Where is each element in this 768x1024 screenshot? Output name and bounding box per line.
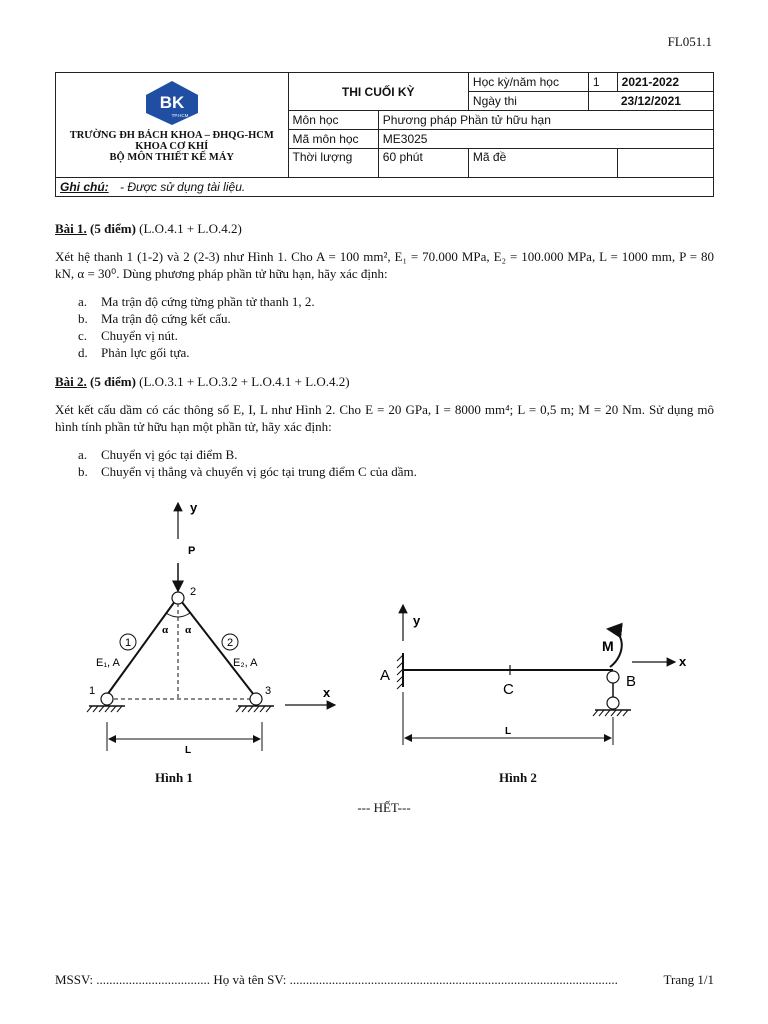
point-c-label: C xyxy=(503,681,514,698)
list-item: a. Ma trận độ cứng từng phần tử thanh 1, 2. xyxy=(78,294,315,309)
course-code-value: ME3025 xyxy=(378,130,713,149)
footer xyxy=(55,972,714,988)
dim-l-label: L xyxy=(504,726,512,737)
q1-heading xyxy=(55,221,242,237)
dim-l-label: L xyxy=(184,745,192,756)
end-marker: --- HẾT--- xyxy=(357,800,411,815)
date-label: Ngày thi xyxy=(468,92,588,111)
point-b-label: B xyxy=(626,673,637,690)
list-item: c. Chuyển vị nút. xyxy=(78,328,178,343)
x-axis-label: x xyxy=(679,654,687,669)
year-value: 2021-2022 xyxy=(617,73,713,92)
semester-label: Học kỳ/năm học xyxy=(468,73,588,92)
q2-lo: (L.O.3.1 + L.O.3.2 + L.O.4.1 + L.O.4.2) xyxy=(139,374,350,389)
ground-3-hatch xyxy=(236,706,271,712)
school-name: TRƯỜNG ĐH BÁCH KHOA – ĐHQG-HCM xyxy=(69,130,274,141)
node-3-pin xyxy=(250,693,262,705)
note-label: Ghi chú: xyxy=(60,180,109,194)
course-code-label: Mã môn học xyxy=(288,130,378,149)
version-label: Mã đề xyxy=(468,149,617,178)
bk-logo xyxy=(142,79,202,127)
subject-label: Môn học xyxy=(288,111,378,130)
footer-page: Trang 1/1 xyxy=(663,972,714,987)
note-value: - Được sử dụng tài liệu. xyxy=(120,180,246,194)
list-item: b. Chuyển vị thẳng và chuyển vị góc tại trung điểm C của dầm. xyxy=(78,464,417,479)
alpha-1: α xyxy=(162,624,169,636)
exam-header-table xyxy=(55,72,714,197)
school-cell xyxy=(56,73,289,178)
node-2-pin xyxy=(172,592,184,604)
subject-value: Phương pháp Phần tử hữu hạn xyxy=(378,111,713,130)
figure-1-truss xyxy=(80,495,370,765)
q1-text: Xét hệ thanh 1 (1-2) và 2 (2-3) như Hình 1. Cho A = 100 mm², E₁ = 70.000 MPa, E₂ = 100.000 MPa, L = 1000 mm, P = 80 kN, α = 30⁰. Dùng phương pháp phần tử hữu hạn, hãy xác định: xyxy=(55,249,714,281)
element-2-label: 2 xyxy=(226,637,234,649)
roller-bottom-pin xyxy=(607,697,619,709)
ground-b-hatch xyxy=(593,710,628,716)
faculty-name: KHOA CƠ KHÍ xyxy=(135,141,209,152)
list-item: b. Ma trận độ cứng kết cấu. xyxy=(78,311,231,326)
footer-name: Họ và tên SV: ..................................................................................................... xyxy=(213,972,618,987)
x-axis-label: x xyxy=(323,685,331,700)
ground-1-hatch xyxy=(87,706,122,712)
list-item: a. Chuyển vị góc tại điểm B. xyxy=(78,447,238,462)
form-code: FL051.1 xyxy=(667,34,712,49)
logo-sub: TP.HCM xyxy=(171,113,189,118)
y-axis-label: y xyxy=(413,613,421,628)
q1-points: (5 điểm) xyxy=(90,221,136,236)
load-p-label: P xyxy=(188,545,196,557)
alpha-2: α xyxy=(185,624,192,636)
node-3-label: 3 xyxy=(265,685,272,697)
logo-text: BK xyxy=(159,93,185,112)
e1-a-label: E₁, A xyxy=(96,657,120,669)
node-1-label: 1 xyxy=(89,685,96,697)
exam-title: THI CUỐI KỲ xyxy=(288,73,468,111)
q2-text: Xét kết cấu dầm có các thông số E, I, L như Hình 2. Cho E = 20 GPa, I = 8000 mm⁴; L = 0,5 m; M = 20 Nm. Sử dụng mô hình tính phần tử hữu hạn một phần tử, hãy xác định: xyxy=(55,402,714,434)
q2-list xyxy=(78,446,417,480)
q1-title: Bài 1. xyxy=(55,221,87,236)
figure-2-caption: Hình 2 xyxy=(499,770,537,785)
bar-1 xyxy=(107,597,178,695)
bar-2 xyxy=(178,597,254,695)
point-a-label: A xyxy=(380,667,391,684)
q2-title: Bài 2. xyxy=(55,374,87,389)
element-1-label: 1 xyxy=(124,637,132,649)
node-2-label: 2 xyxy=(190,586,197,598)
footer-mssv: MSSV: ................................... xyxy=(55,972,211,987)
version-value xyxy=(617,149,713,178)
figure-1-caption: Hình 1 xyxy=(155,770,193,785)
duration-value: 60 phút xyxy=(378,149,468,178)
q1-lo: (L.O.4.1 + L.O.4.2) xyxy=(139,221,242,236)
q2-points: (5 điểm) xyxy=(90,374,136,389)
semester-value: 1 xyxy=(588,73,617,92)
department-name: BỘ MÔN THIẾT KẾ MÁY xyxy=(109,152,234,163)
list-item: d. Phản lực gối tựa. xyxy=(78,345,190,360)
q1-list xyxy=(78,293,315,361)
e2-a-label: E₂, A xyxy=(233,657,258,669)
moment-m-label: M xyxy=(602,638,614,654)
q2-heading xyxy=(55,374,350,390)
date-value: 23/12/2021 xyxy=(588,92,713,111)
note-row xyxy=(56,178,714,197)
y-axis-label: y xyxy=(190,500,198,515)
duration-label: Thời lượng xyxy=(288,149,378,178)
node-1-pin xyxy=(101,693,113,705)
figure-2-beam xyxy=(370,595,700,755)
roller-top-pin xyxy=(607,671,619,683)
